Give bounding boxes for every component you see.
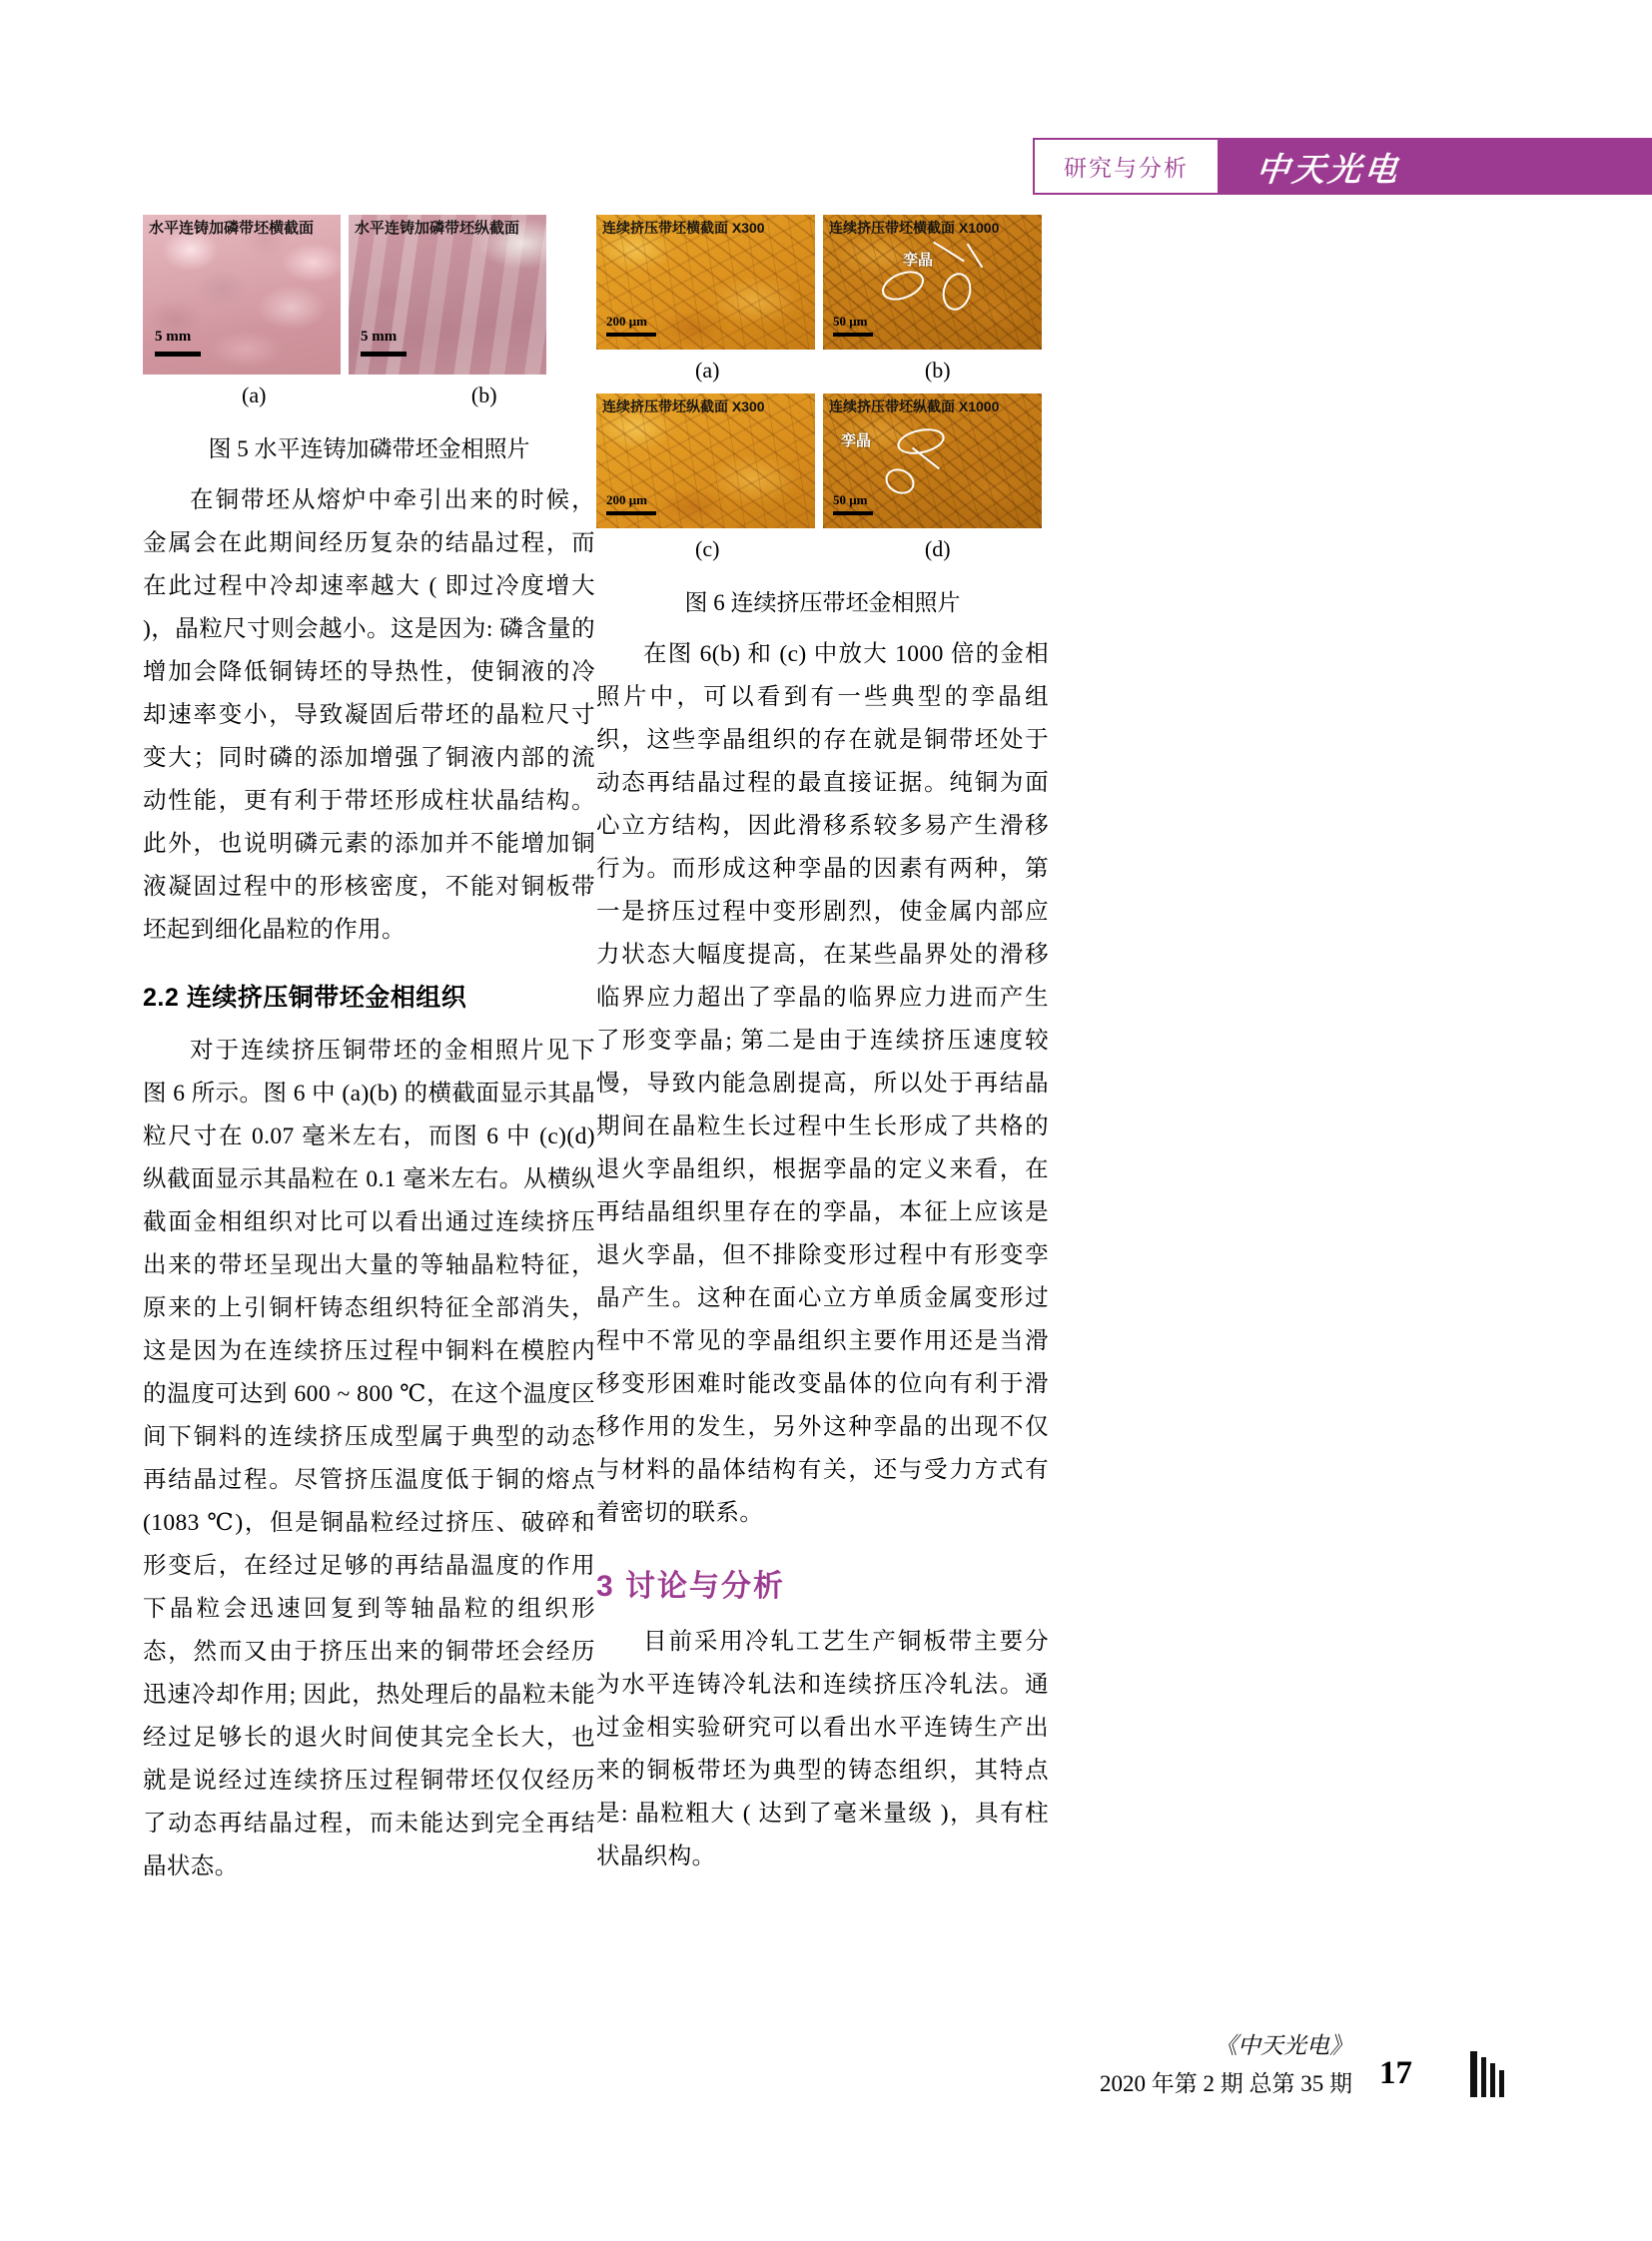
- figure6-image-d-annotation: 孪晶: [841, 432, 872, 449]
- figure6-sublabel-c: (c): [695, 536, 720, 561]
- heading-3: 3 讨论与分析: [596, 1570, 786, 1603]
- figure6-image-a-title: 连续挤压带坯横截面 X300: [602, 220, 765, 236]
- figure6-image-a-scale-bar: [606, 333, 656, 337]
- figure6-image-a: [596, 215, 815, 350]
- figure6-image-d-scale-label: 50 μm: [833, 492, 868, 507]
- figure6-image-b-scale-bar: [833, 333, 873, 337]
- figure6-sublabel-a: (a): [695, 358, 720, 382]
- twin-marker-ellipse-icon: [881, 464, 918, 499]
- figure6-image-b-annotation: 孪晶: [903, 252, 934, 269]
- footer-issue-info: 2020 年第 2 期 总第 35 期: [1100, 2071, 1352, 2096]
- figure6-image-b: [823, 215, 1042, 350]
- figure5-image-b-scale-bar: [361, 352, 407, 357]
- figure6-images-row1: [596, 215, 1049, 350]
- figure6-image-c-scale-label: 200 μm: [606, 492, 647, 507]
- left-paragraph-2: 对于连续挤压铜带坯的金相照片见下图 6 所示。图 6 中 (a)(b) 的横截面显示其晶粒尺寸在 0.07 毫米左右，而图 6 中 (c)(d) 纵截面显示其晶粒在 0.1 毫米左右。从横纵截面金相组织对比可以看出通过连续挤压出来的带坯呈现出大量的等轴晶粒特征，原来的上引铜杆铸态组织特征全部消失，这是因为在连续挤压过程中铜料在模腔内的温度可达到 600 ~ 800 ℃，在这个温度区间下铜料的连续挤压成型属于典型的动态再结晶过程。尽管挤压温度低于铜的熔点 (1083 ℃)，但是铜晶粒经过挤压、破碎和形变后，在经过足够的再结晶温度的作用下晶粒会迅速回复到等轴晶粒的组织形态，然而又由于挤压出来的铜带坯会经历迅速冷却作用; 因此，热处理后的晶粒未能经过足够长的退火时间使其完全长大，也就是说经过连续挤压过程铜带坯仅仅经历了动态再结晶过程，而未能达到完全再结晶状态。: [143, 1038, 595, 1879]
- brand-logo: [1253, 142, 1486, 192]
- figure5-images: [143, 215, 595, 374]
- twin-marker-ellipse-icon: [939, 270, 975, 314]
- figure6-images-row2: [596, 393, 1049, 528]
- twin-marker-line-icon: [933, 242, 965, 263]
- figure5-caption: 图 5 水平连铸加磷带坯金相照片: [208, 436, 530, 461]
- figure5-image-a-scale-bar: [155, 352, 201, 357]
- figure6-image-b-scale-label: 50 μm: [833, 314, 868, 329]
- figure5-sublabel-b: (b): [470, 382, 497, 407]
- figure6-sublabel-b: (b): [924, 358, 951, 382]
- figure6-image-c-title: 连续挤压带坯纵截面 X300: [602, 398, 765, 414]
- figure6-image-c: [596, 393, 815, 528]
- figure6-sublabels-row2: [596, 536, 1049, 562]
- footer-journal-title: 《中天光电》: [1215, 2033, 1352, 2058]
- figure6-sublabels-row1: [596, 358, 1049, 383]
- footer-bars-decoration-icon: [1470, 2049, 1504, 2097]
- twin-marker-ellipse-icon: [878, 266, 929, 307]
- left-column: [143, 215, 595, 1912]
- right-paragraph-1: 在图 6(b) 和 (c) 中放大 1000 倍的金相照片中，可以看到有一些典型的孪晶组织，这些孪晶组织的存在就是铜带坯处于动态再结晶过程的最直接证据。纯铜为面心立方结构，因此滑移系较多易产生滑移行为。而形成这种孪晶的因素有两种，第一是挤压过程中变形剧烈，使金属内部应力状态大幅度提高，在某些晶界处的滑移临界应力超出了孪晶的临界应力进而产生了形变孪晶; 第二是由于连续挤压速度较慢，导致内能急剧提高，所以处于再结晶期间在晶粒生长过程中生长形成了共格的退火孪晶组织，根据孪晶的定义来看，在再结晶组织里存在的孪晶，本征上应该是退火孪晶，但不排除变形过程中有形变孪晶产生。这种在面心立方单质金属变形过程中不常见的孪晶组织主要作用还是当滑移变形困难时能改变晶体的位向有利于滑移作用的发生，另外这种孪晶的出现不仅与材料的晶体结构有关，还与受力方式有着密切的联系。: [596, 641, 1049, 1526]
- figure6-sublabel-d: (d): [924, 536, 951, 561]
- twin-marker-line-icon: [967, 244, 984, 269]
- page-footer: [905, 2027, 1504, 2123]
- figure6-image-b-title: 连续挤压带坯横截面 X1000: [829, 220, 1000, 236]
- figure5-image-b: [349, 215, 546, 374]
- page-number: 17: [1379, 2055, 1412, 2091]
- figure5-image-b-title: 水平连铸加磷带坯纵截面: [355, 220, 520, 237]
- figure5-image-a: [143, 215, 341, 374]
- brand-logo-text: 中天光电: [1253, 149, 1402, 189]
- figure5-image-b-scale-label: 5 mm: [361, 329, 398, 345]
- figure6-image-d-title: 连续挤压带坯纵截面 X1000: [829, 398, 1000, 414]
- section-tab-label: 研究与分析: [1064, 155, 1189, 181]
- figure6-image-d: [823, 393, 1042, 528]
- figure5-image-a-title: 水平连铸加磷带坯横截面: [149, 220, 315, 237]
- figure5-sublabels: [143, 382, 595, 408]
- figure6-image-c-scale-bar: [606, 511, 656, 515]
- heading-2-2: 2.2 连续挤压铜带坯金相组织: [143, 984, 467, 1012]
- figure6-image-a-scale-label: 200 μm: [606, 314, 647, 329]
- right-column: [596, 215, 1049, 1902]
- figure6-caption: 图 6 连续挤压带坯金相照片: [684, 590, 961, 615]
- figure5-sublabel-a: (a): [242, 382, 267, 407]
- right-paragraph-2: 目前采用冷轧工艺生产铜板带主要分为水平连铸冷轧法和连续挤压冷轧法。通过金相实验研究可以看出水平连铸生产出来的铜板带坯为典型的铸态组织，其特点是: 晶粒粗大 ( 达到了毫米量级 )，具有柱状晶织构。: [596, 1629, 1049, 1869]
- left-paragraph-1: 在铜带坯从熔炉中牵引出来的时候，金属会在此期间经历复杂的结晶过程，而在此过程中冷却速率越大 ( 即过冷度增大 )，晶粒尺寸则会越小。这是因为: 磷含量的增加会降低铜铸坯的导热性，使铜液的冷却速率变小，导致凝固后带坯的晶粒尺寸变大；同时磷的添加增强了铜液内部的流动性能，更有利于带坯形成柱状晶结构。此外，也说明磷元素的添加并不能增加铜液凝固过程中的形核密度，不能对铜板带坯起到细化晶粒的作用。: [143, 487, 595, 943]
- section-tab: [1033, 138, 1220, 195]
- figure6-image-d-scale-bar: [833, 511, 873, 515]
- figure5-image-a-scale-label: 5 mm: [155, 329, 192, 345]
